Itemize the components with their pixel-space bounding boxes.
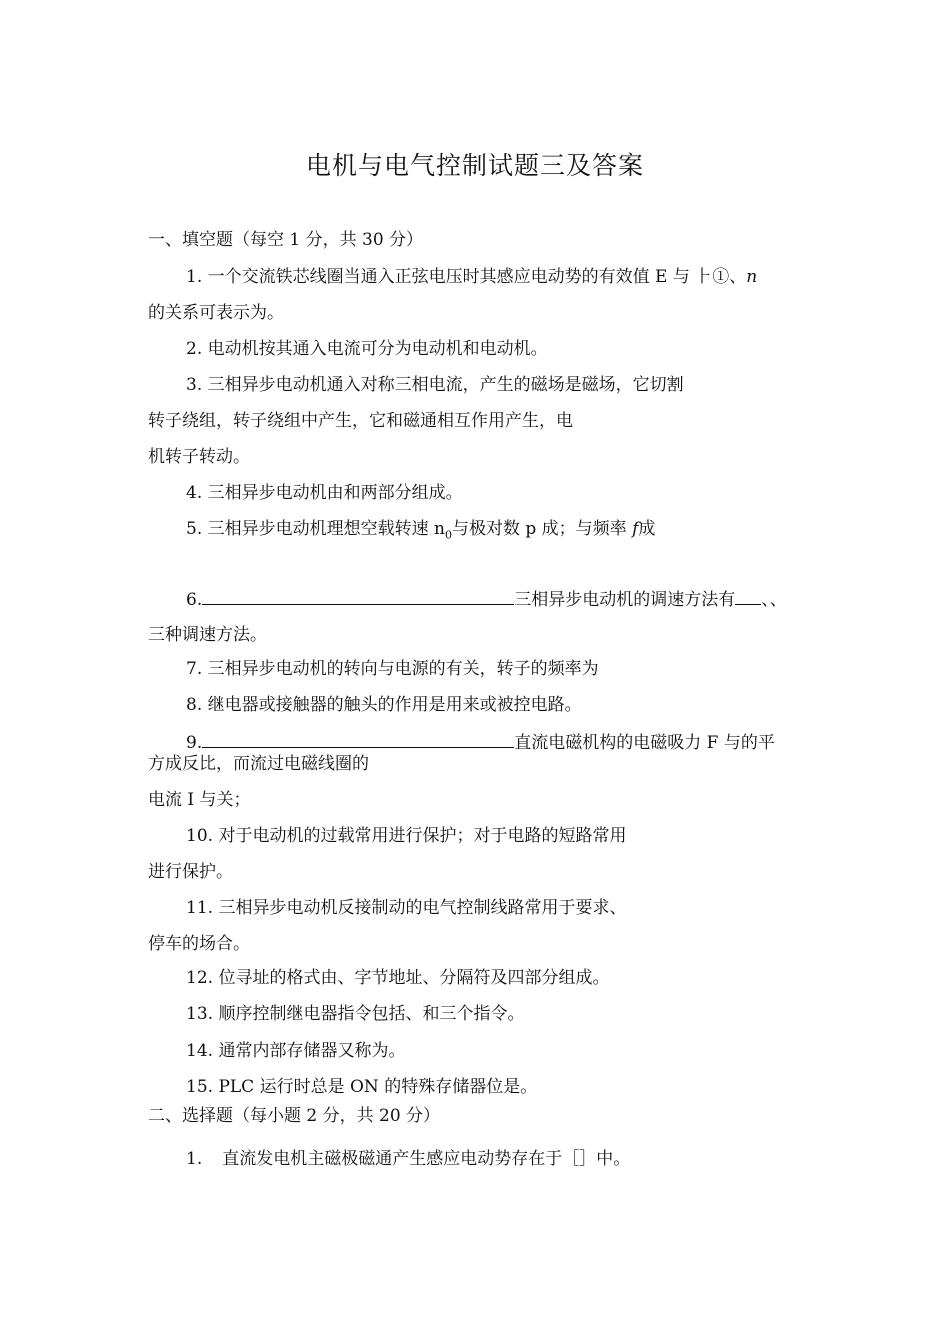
question-11-line-1: 11. 三相异步电动机反接制动的电气控制线路常用于要求、 xyxy=(186,898,627,918)
question-10-line-2: 进行保护。 xyxy=(148,862,233,882)
question-11-line-2: 停车的场合。 xyxy=(148,934,250,954)
choice-question-1: 1. 直流发电机主磁极磁通产生感应电动势存在于［］中。 xyxy=(186,1149,631,1169)
section-heading-choice: 二、选择题（每小题 2 分，共 20 分） xyxy=(148,1106,441,1126)
question-8: 8. 继电器或接触器的触头的作用是用来或被控电路。 xyxy=(186,695,582,715)
question-10-line-1: 10. 对于电动机的过载常用进行保护；对于电路的短路常用 xyxy=(186,826,627,846)
question-4: 4. 三相异步电动机由和两部分组成。 xyxy=(186,483,463,503)
question-6-line-2: 三种调速方法。 xyxy=(148,625,267,645)
question-14: 14. 通常内部存储器又称为。 xyxy=(186,1041,406,1061)
question-1-line-1: 1. 一个交流铁芯线圈当通入正弦电压时其感应电动势的有效值 E 与 ⺊①、n xyxy=(186,267,758,287)
question-5: 5. 三相异步电动机理想空载转速 $n_0$与极对数 p 成；与频率 f成 xyxy=(186,519,656,542)
question-15: 15. PLC 运行时总是 ON 的特殊存储器位是。 xyxy=(186,1077,538,1097)
section-heading-fill-in: 一、填空题（每空 1 分，共 30 分） xyxy=(148,230,424,250)
question-9-line-2: 方成反比，而流过电磁线圈的 xyxy=(148,754,369,774)
question-3-line-1: 3. 三相异步电动机通入对称三相电流，产生的磁场是磁场，它切割 xyxy=(186,375,684,395)
answer-blank-short xyxy=(735,588,761,605)
question-9-line-1: 9. 直流电磁机构的电磁吸力 F 与的平 xyxy=(186,733,775,753)
answer-blank xyxy=(202,588,514,605)
answer-blank xyxy=(202,731,514,748)
question-7: 7. 三相异步电动机的转向与电源的有关，转子的频率为 xyxy=(186,659,599,679)
question-6-line-1: 6. 三相异步电动机的调速方法有 、、 xyxy=(186,590,787,610)
question-3-line-3: 机转子转动。 xyxy=(148,447,250,467)
page-title: 电机与电气控制试题三及答案 xyxy=(305,151,644,180)
flux-symbol: ⺊①、 xyxy=(695,267,747,287)
question-12: 12. 位寻址的格式由、字节地址、分隔符及四部分组成。 xyxy=(186,968,610,988)
question-3-line-2: 转子绕组，转子绕组中产生，它和磁通相互作用产生，电 xyxy=(148,411,573,431)
question-2: 2. 电动机按其通入电流可分为电动机和电动机。 xyxy=(186,339,548,359)
question-1-line-2: 的关系可表示为。 xyxy=(148,303,284,323)
question-13: 13. 顺序控制继电器指令包括、和三个指令。 xyxy=(186,1004,525,1024)
question-9-line-3: 电流 I 与关； xyxy=(148,790,251,810)
